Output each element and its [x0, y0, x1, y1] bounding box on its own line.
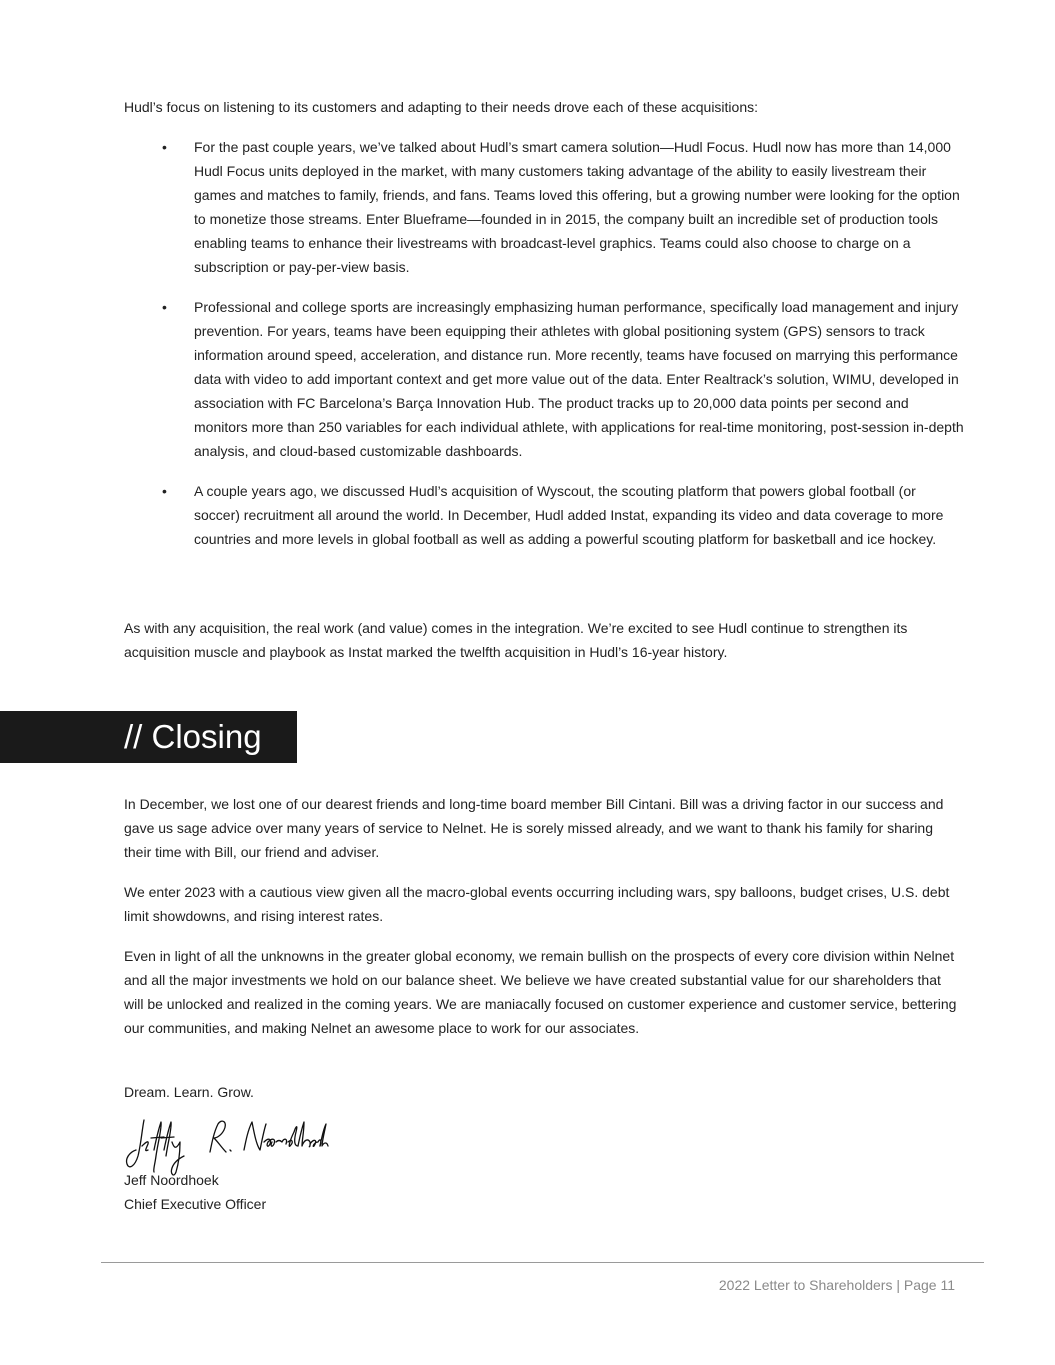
bullet-text: A couple years ago, we discussed Hudl’s acquisition of Wyscout, the scouting platform that powers global football (or soccer) recruitment all around the world. In December, Hudl added Instat, expanding its video and data coverage to more countries and more levels in global football as well as adding a powerful scouting platform for basketball and ice hockey.: [194, 483, 944, 547]
closing-heading-bar: [0, 711, 297, 763]
integration-paragraph: As with any acquisition, the real work (and value) comes in the integration. We’re excited to see Hudl continue to strengthen its acquisition muscle and playbook as Instat marked the twelfth acquisition in Hudl’s 16-year history.: [124, 620, 908, 660]
list-item: [124, 135, 964, 279]
closing-paragraph-bullish: Even in light of all the unknowns in the greater global economy, we remain bullish on the prospects of every core division within Nelnet and all the major investments we hold on our balance sheet. We believe we have created substantial value for our shareholders that will be unlocked and realized in the coming years. We are maniacally focused on customer experience and customer service, bettering our communities, and making Nelnet an awesome place to work for our associates.: [124, 948, 957, 1036]
closing-paragraph-outlook: We enter 2023 with a cautious view given all the macro-global events occurring including wars, spy balloons, budget crises, U.S. debt limit showdowns, and rising interest rates.: [124, 884, 950, 924]
intro-paragraph: Hudl’s focus on listening to its customers and adapting to their needs drove each of these acquisitions:: [124, 99, 759, 115]
signer-title: Chief Executive Officer: [124, 1196, 267, 1212]
bullet-marker: •: [162, 299, 167, 315]
bullet-text: For the past couple years, we’ve talked about Hudl’s smart camera solution—Hudl Focus. Hudl now has more than 14,000 Hudl Focus units deployed in the market, with many customers taking advantage of the ability to easily livestream their games and matches to family, friends, and fans. Teams loved this offering, but a growing number were looking for the option to monetize those streams. Enter Blueframe—founded in in 2015, the company built an incredible set of production tools enabling teams to enhance their livestreams with broadcast-level graphics. Teams could also choose to charge on a subscription or pay-per-view basis.: [194, 139, 960, 275]
acquisitions-list: [124, 135, 964, 567]
list-item: [124, 479, 964, 551]
bullet-marker: •: [162, 483, 167, 499]
signature-icon: [124, 1116, 329, 1176]
closing-motto: Dream. Learn. Grow.: [124, 1084, 254, 1100]
list-item: [124, 295, 964, 463]
closing-paragraph-tribute: In December, we lost one of our dearest friends and long-time board member Bill Cintani. Bill was a driving factor in our success and gave us sage advice over many years of service to Nelnet. He is sorely missed already, and we want to thank his family for sharing their time with Bill, our friend and adviser.: [124, 796, 944, 860]
page-footer: 2022 Letter to Shareholders | Page 11: [718, 1277, 955, 1293]
signer-name: Jeff Noordhoek: [124, 1172, 219, 1188]
bullet-text: Professional and college sports are increasingly emphasizing human performance, specifically load management and injury prevention. For years, teams have been equipping their athletes with global positioning system (GPS) sensors to track information around speed, acceleration, and distance run. More recently, teams have focused on marrying this performance data with video to add important context and get more value out of the data. Enter Realtrack’s solution, WIMU, developed in association with FC Barcelona’s Barça Innovation Hub. The product tracks up to 20,000 data points per second and monitors more than 250 variables for each individual athlete, with applications for real-time monitoring, post-session in-depth analysis, and cloud-based customizable dashboards.: [194, 299, 964, 459]
section-heading: // Closing: [124, 718, 262, 755]
footer-divider: [101, 1262, 984, 1263]
bullet-marker: •: [162, 139, 167, 155]
